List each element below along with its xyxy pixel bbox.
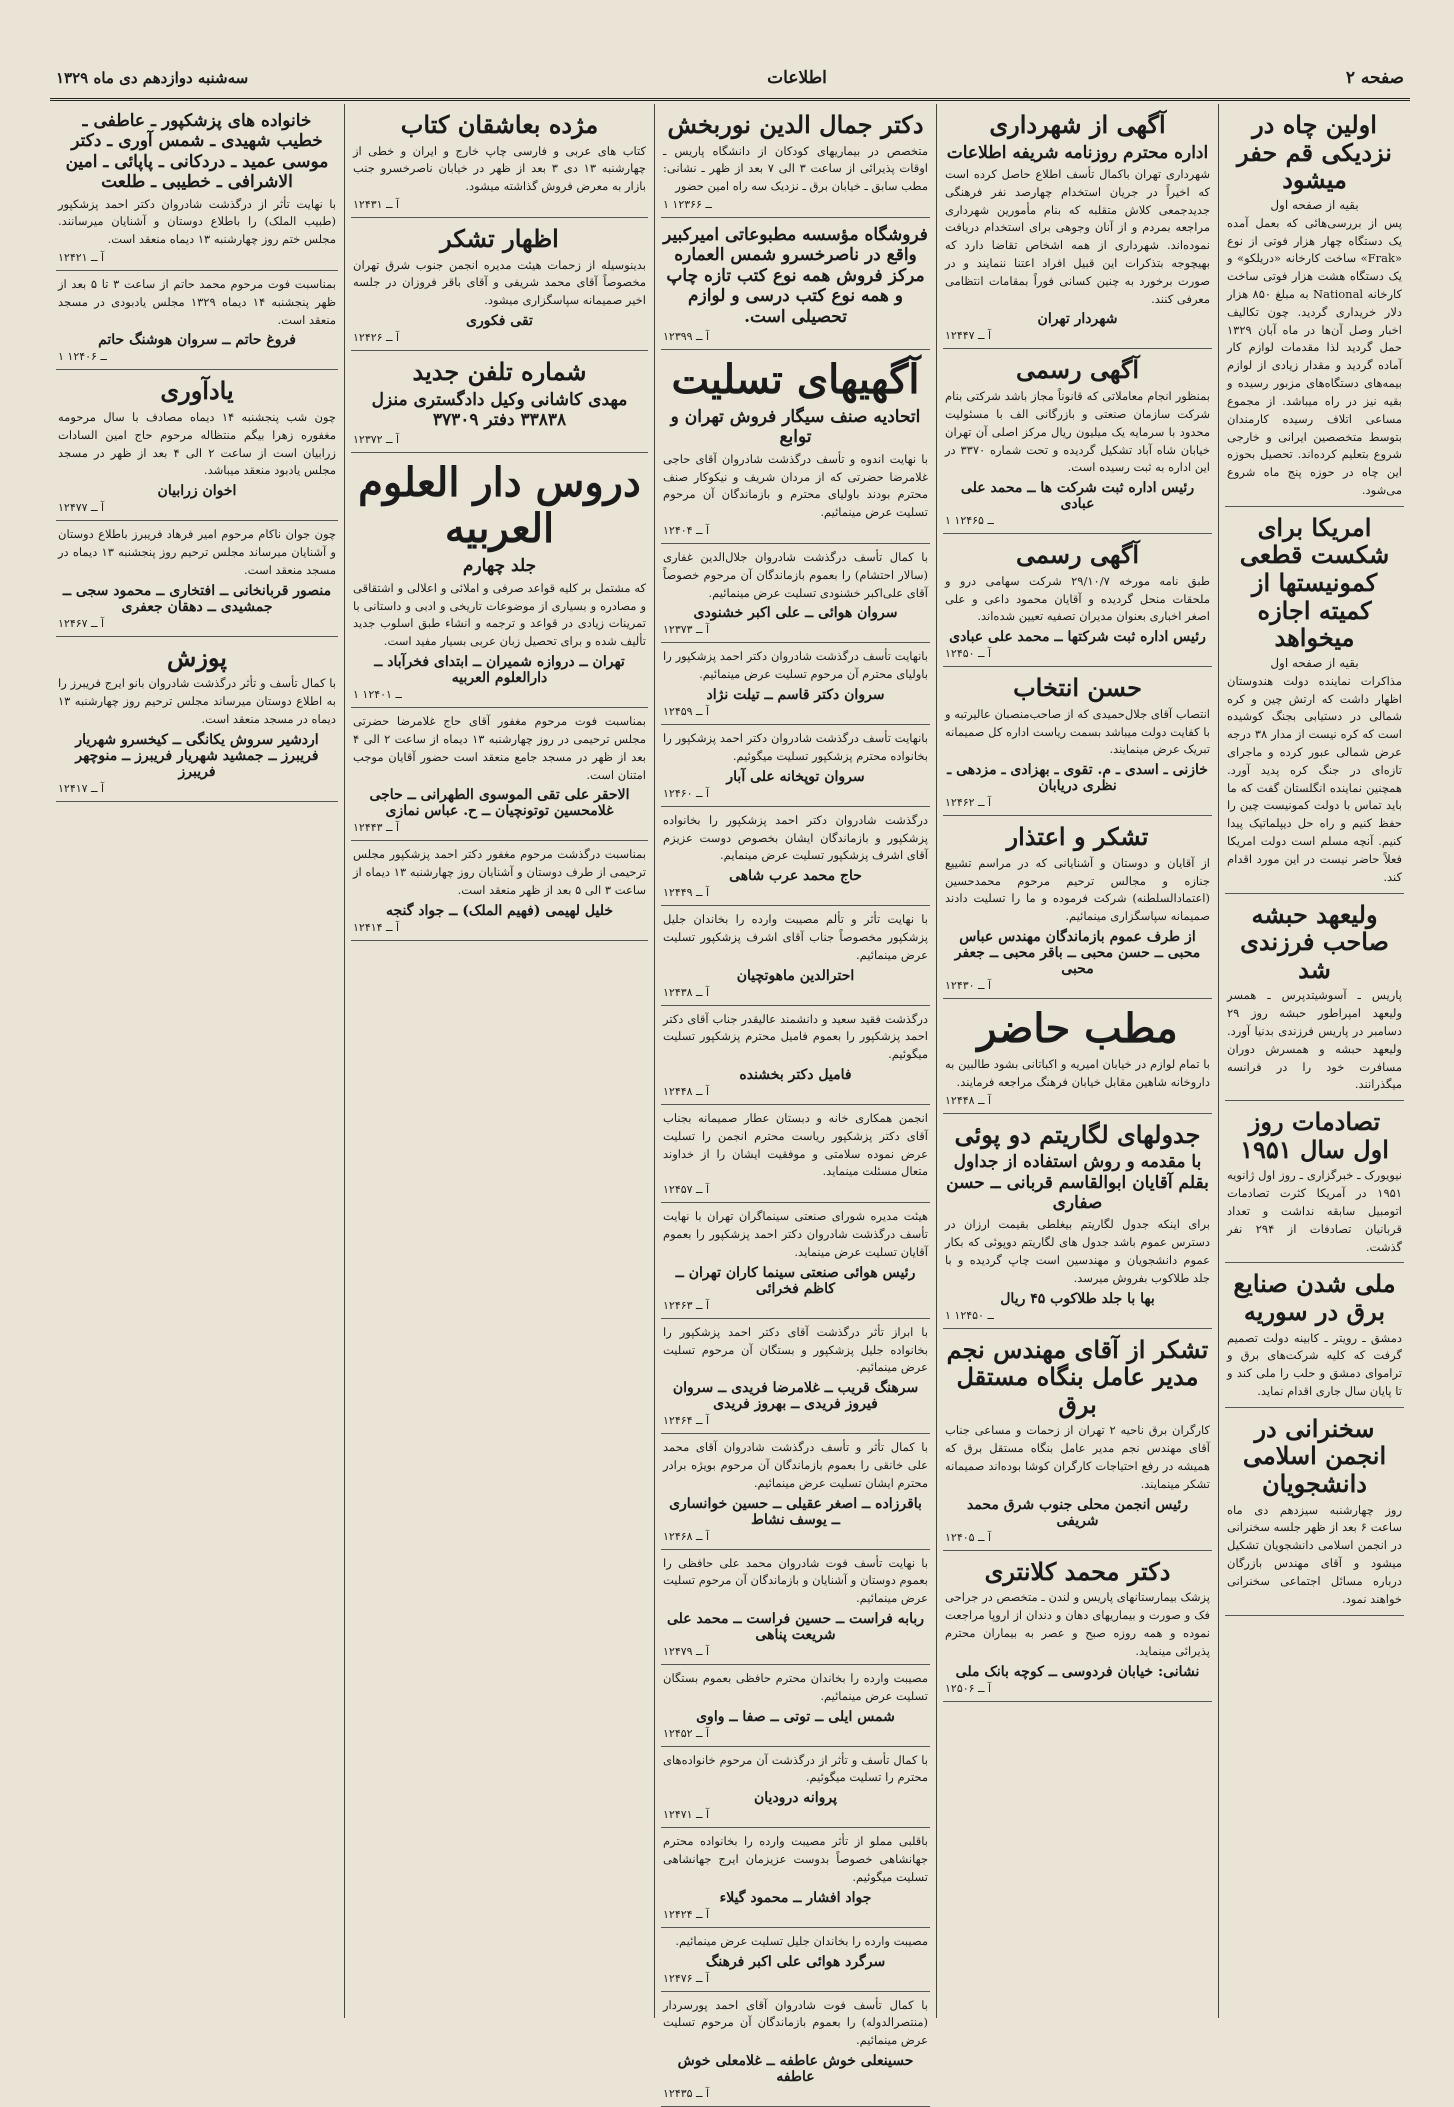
ad-code: آ ــ ۱۲۴۷۷ [58,501,105,515]
ad-body: با نهایت اندوه و تأسف درگذشت شادروان آقای حاجی غلامرضا حضرتی که از مردان شریف و نیکوکار صنف محترم بودند باولیای محترم و بازماندگان آن مرحوم تسلیت عرض مینمائیم. [663,451,928,520]
ad-signature: شمس ایلی ــ توتی ــ صفا ــ واوی [696,1708,895,1725]
advertisement [661,1434,930,1549]
ad-signature: تهران ــ دروازه شمیران ــ ابتدای فخرآباد ــ دارالعلوم العربیه [374,654,625,687]
ad-signature: اردشیر سروش یکانگی ــ کیخسرو شهریار فریبرز ــ جمشید شهریار فریبرز ــ منوچهر فریبرز [75,731,319,780]
ad-signature: بها با جلد طلاکوب ۴۵ ریال [1000,1290,1155,1307]
ad-body: کارگران برق ناحیه ۲ تهران از زحمات و مساعی جناب آقای مهندس نجم مدیر عامل بنگاه مستقل برق که همیشه در رفع احتیاجات کارگران کوشا بوده‌اند صمیمانه تشکر مینمایند. [945,1423,1210,1491]
ad-code: آ ــ ۱۲۴۶۴ [663,1414,710,1428]
ad-code: آ ــ ۱۲۴۴۹ [663,886,710,900]
advertisement [56,271,338,370]
ad-signature: باقرزاده ــ اصغر عقیلی ــ حسین خوانساری ــ یوسف نشاط [669,1495,922,1528]
ad-code: آ ــ ۱۲۴۵۷ [663,1183,710,1197]
ad-code: آ ــ ۱۲۴۳۰ [945,979,992,993]
ad-code: آ ــ ۱۲۴۱۷ [58,781,105,795]
ad-title: ولیعهد حبشه صاحب فرزندی شد [1240,899,1389,984]
advertisement [56,370,338,521]
ad-body: با ابراز تأثر درگذشت آقای دکتر احمد پزشکپور را بخانواده جلیل پزشکپور و بستگان آن مرحوم تسلیت عرض مینمائیم. [663,1324,928,1375]
ad-signature: اخوان زرابیان [157,483,237,500]
ad-code: آ ــ ۱۲۴۶۸ [663,1529,710,1543]
ad-code: آ ــ ۱۲۴۳۵ [663,2086,710,2100]
ad-title: آگهیهای تسلیت [671,355,920,403]
advertisement [943,667,1212,816]
ad-code: آ ــ ۱۲۴۵۹ [663,705,710,719]
ad-heading: با مقدمه و روش استفاده از جداول بقلم آقایان ابوالقاسم قربانی ــ حسن صفاری [946,1152,1209,1214]
ad-code: آ ــ ۱۲۴۴۸ [945,1093,992,1107]
advertisement [661,906,930,1005]
ad-body: هیئت مدیره شورای صنعتی سینماگران تهران با نهایت تأسف درگذشت شادروان دکتر احمد پزشکپور را بعموم آقایان تسلیت عرض مینماید. [663,1209,928,1259]
ad-signature: رئیس هوائی صنعتی سینما کاران تهران ــ کاظم فخرائی [675,1264,916,1297]
ad-body: بمنظور انجام معاملاتی که قانوناً مجاز باشد شرکتی بنام شرکت سازمان صنعتی و بازرگانی الف با مسئولیت محدود با سرمایه یک میلیون ریال مرکز اصلی آن تهران خیابان شاه آباد تشکیل گردیده و تحت شماره ۳۳۷۰ در این اداره به ثبت رسیده است. [945,389,1210,475]
ad-title: ملی شدن صنایع برق در سوریه [1233,1269,1396,1326]
ad-title: آگهی از شهرداری [989,110,1166,139]
advertisement [661,807,930,906]
ad-code: ۱ ــ ۱۲۳۶۶ [663,198,712,212]
issue-date: سه‌شنبه دوازدهم دی ماه ۱۳۲۹ [56,69,249,87]
advertisement [1225,1408,1404,1616]
ad-subtitle: بقیه از صفحه اول [1270,197,1359,212]
ad-signature: حاج محمد عرب شاهی [729,868,862,885]
advertisement [661,643,930,725]
ad-signature: الاحقر علی تقی الموسوی الطهرانی ــ حاجی غلامحسین توتونچیان ــ ح. عباس نمازی [369,787,630,820]
ad-title: شماره تلفن جدید [412,357,587,387]
advertisement [943,816,1212,999]
advertisement [661,1992,930,2107]
advertisement [661,1105,930,1203]
ad-title: یادآوری [160,376,234,406]
ad-signature: احترالدین ماهوتچیان [736,967,855,984]
advertisement [351,218,648,351]
advertisement [661,104,930,218]
ad-body: بانهایت تأسف درگذشت شادروان دکتر احمد پزشکپور را بخانواده محترم پزشکپور تسلیت میگوئیم. [663,731,928,763]
ad-body: پس از بررسی‌هائی که بعمل آمده یک دستگاه چهار هزار فوتی از نوع «Frak» ساخت کارخانه «دریلکو» و یک دستگاه هشت هزار فوتی ساخت کارخانه National به مبلغ ۸۵۰ هزار دلار خریداری گردید. چون تکالیف اخبار وصل آن‌ها در ماه آبان ۱۳۲۹ حمل گردید لذا مقدمات لوازم کار آماده گردید و مقدار زیادی از لوازم بیمه‌های دستگاه‌های مزبور رسیده و بقیه نیز در راه میباشد. از مجموع مساعی اتلاف رسیده کارمندان بتوسط متخصصین ایرانی و خارجی شروع بتعلیم کرده‌اند. تحصیل بحوزه این چاه در حوزه پنج ماه شروع می‌شود. [1227,215,1402,497]
advertisement [943,534,1212,667]
ad-code: ۱ ــ ۱۲۴۰۶ [58,350,107,364]
advertisement [661,218,930,350]
ad-signature: سروان هوائی ــ علی اکبر خشنودی [693,605,898,622]
ad-signature: نشانی: خیابان فردوسی ــ کوچه بانک ملی [955,1663,1200,1680]
ad-signature: سروان توپخانه علی آبار [726,768,865,785]
ad-title: اظهار تشکر [440,224,559,254]
paper-name: اطلاعات [767,68,827,88]
ad-signature: تقی فکوری [466,313,533,330]
ad-heading: مهدی کاشانی وکیل دادگستری منزل ۳۳۸۳۸ دفتر ۳۷۳۰۹ [371,389,628,431]
newspaper-page [50,58,1410,2100]
ad-title: امریکا برای شکست قطعی کمونیستها از کمیته اجازه میخواهد [1239,512,1390,653]
advertisement [56,637,338,802]
ad-code: آ ــ ۱۲۳۹۹ [663,329,710,343]
ad-code: ۱ ــ ۱۲۴۰۱ [353,688,402,702]
ad-body: درگذشت شادروان دکتر احمد پزشکپور را بخانواده پزشکپور و بازماندگان ایشان بخصوص دوست عزیزم آقای اشرف پزشکپور تسلیت عرض مینمایم. [663,812,928,863]
advertisement [661,1319,930,1434]
ad-body: بدینوسیله از زحمات هیئت مدیره انجمن جنوب شرق تهران مخصوصاً آقای محمد شریفی و آقای باقر فروزان در جلسه اخیر صمیمانه سپاسگزاری میشود. [353,257,646,308]
ad-code: آ ــ ۱۲۴۲۶ [353,331,400,345]
ad-code: آ ــ ۱۲۴۴۳ [353,821,400,835]
advertisement [351,453,648,708]
ad-body: بمناسبت فوت مرحوم محمد حاتم از ساعت ۳ تا ۵ بعد از ظهر پنجشنبه ۱۴ دیماه ۱۳۲۹ مجلس یادبودی در مسجد منعقد است. [58,277,336,327]
ad-code: آ ــ ۱۲۳۷۳ [663,623,710,637]
ad-signature: پروانه درودیان [754,1790,837,1807]
ad-code: ۱ ــ ۱۲۴۵۰ [945,1308,994,1322]
ad-title: اولین چاه در نزدیکی قم حفر میشود [1237,110,1392,195]
ad-body: پزشک بیمارستانهای پاریس و لندن ـ متخصص در جراحی فک و صورت و بیماریهای دهان و دندان از اروپا مراجعت نموده و همه روزه صبح و عصر به بیماران محترم پذیرائی مینماید. [945,1590,1210,1658]
ad-code: آ ــ ۱۲۴۷۶ [663,1971,710,1985]
ad-title: تشکر از آقای مهندس نجم مدیر عامل بنگاه مستقل برق [946,1334,1209,1419]
ad-code: آ ــ ۱۲۴۲۱ [58,251,105,264]
ad-signature: سرگرد هوائی علی اکبر فرهنگ [705,1953,886,1970]
ad-signature: منصور قربانخانی ــ افتخاری ــ محمود سجی ــ جمشیدی ــ دهقان جعفری [62,582,332,615]
advertisement [661,1550,930,1665]
advertisement [56,104,338,271]
column-3 [654,104,936,2100]
ad-title: سخنرانی در انجمن اسلامی دانشجویان [1242,1413,1387,1499]
advertisement [943,104,1212,349]
advertisement [661,1006,930,1105]
ad-signature: فامیل دکتر بخشنده [739,1067,852,1084]
ad-signature: رئیس انجمن محلی جنوب شرق محمد شریفی [966,1496,1189,1529]
ad-title: دکتر جمال الدین نوربخش [667,110,924,139]
ad-body: با نهایت تأثر و تألم مصیبت وارده را بخاندان جلیل پزشکپور مخصوصاً جناب آقای اشرف پزشکپور تسلیت عرض مینمائیم. [663,912,928,962]
ad-subtitle: بقیه از صفحه اول [1270,655,1359,670]
ad-signature: فروغ حاتم ــ سروان هوشنگ حاتم [98,332,296,349]
ad-body: نیویورک ـ خبرگزاری ـ روز اول ژانویه ۱۹۵۱ در آمریکا کثرت تصادمات اتومبیل سابقه نداشت و تعداد قربانیان تصادفات از ۲۹۴ نفر گذشت. [1227,1168,1402,1254]
column-4 [344,104,654,2018]
advertisement [943,1114,1212,1329]
ad-code: آ ــ ۱۲۴۶۲ [945,796,992,810]
advertisement [661,350,930,544]
ad-body: دمشق ـ رویتر ـ کابینه دولت تصمیم گرفت که کلیه شرکت‌های برق و تراموای دمشق و حلب را ملی کند و تا پایان سال جاری اقدام نماید. [1227,1330,1402,1399]
ad-heading: اتحادیه صنف سیگار فروش تهران و توابع [670,406,921,448]
page-number: صفحه ۲ [1345,68,1404,88]
ad-heading: اداره محترم روزنامه شریفه اطلاعات [946,142,1209,163]
ad-signature: شهردار تهران [1037,311,1118,328]
advertisement [1225,104,1404,507]
advertisement [56,521,338,636]
ad-code: آ ــ ۱۲۴۶۰ [663,786,710,800]
ad-body: با کمال تأسف درگذشت شادروان جلال‌الدین غفاری (سالار احتشام) را بعموم بازماندگان آن مرحوم خصوصاً آقای علی‌اکبر خشنودی تسلیت عرض مینمائیم. [663,550,928,600]
advertisement [661,1665,930,1747]
ad-code: آ ــ ۱۲۴۳۱ [353,198,400,212]
ad-body: پاریس ـ آسوشیتدپرس ـ همسر ولیعهد امپراطور حبشه روز ۲۹ دسامبر در پاریس فرزندی بدنیا آورد. ولیعهد حبشه و همسرش دوران مسافرت خود را در فرانسه میگذرانند. [1227,988,1402,1092]
ad-heading: خانواده های پزشکپور ـ عاطفی ـ خطیب شهیدی ـ شمس آوری ـ دکتر موسی عمید ـ دردکانی ـ پاپائی ـ امین الاشرافی ـ خطیبی ـ طلعت [65,111,329,193]
ad-signature: رئیس اداره ثبت شرکت ها ــ محمد علی عبادی [960,480,1195,513]
advertisement [661,1928,930,1992]
advertisement [1225,1101,1404,1263]
ad-signature: از طرف عموم بازماندگان مهندس عباس محبی ــ حسن محبی ــ باقر محبی ــ جعفر محبی [954,929,1201,978]
ad-body: متخصص در بیماریهای کودکان از دانشگاه پاریس ـ اوقات پذیرائی از ساعت ۳ الی ۷ بعد از ظهر ـ نشانی: مطب سابق ـ خیابان برق ـ نزدیک سه راه امین حضور [663,143,928,194]
column-1 [1218,104,1410,2018]
ad-body: روز چهارشنبه سیزدهم دی ماه ساعت ۶ بعد از ظهر جلسه سخنرانی در انجمن اسلامی دانشجویان تشکیل میشود و آقای مهندس بازرگان درباره مسائل اجتماعی سخنرانی خواهند نمود. [1227,1502,1402,1606]
ad-signature: سرهنگ قریب ــ غلامرضا فریدی ــ سروان فیروز فریدی ــ بهروز فریدی [672,1380,919,1413]
ad-code: آ ــ ۱۲۴۴۷ [945,329,992,343]
advertisement [661,725,930,807]
ad-body: بانهایت تأسف درگذشت شادروان دکتر احمد پزشکپور را باولیای محترم آن مرحوم تسلیت عرض مینمائیم. [663,649,928,682]
ad-title: تشکر و اعتذار [1006,822,1149,852]
advertisement [351,708,648,841]
ad-title: دروس دار العلوم العربیه [358,459,641,553]
ad-signature: ربابه فراست ــ حسین فراست ــ محمد علی شریعت پناهی [666,1611,925,1644]
ad-body: باقلبی مملو از تأثر مصیبت وارده را بخانواده محترم جهانشاهی خصوصاً بدوست عزیزمان ایرج جهانشاهی تسلیت میگوئیم. [663,1834,928,1884]
ad-code: ۱ ــ ۱۲۴۶۵ [945,514,994,528]
advertisement [351,104,648,218]
ad-signature: خلیل لهیمی (فهیم الملک) ــ جواد گنجه [385,902,614,919]
ad-body: چون شب پنجشنبه ۱۴ دیماه مصادف با سال مرحومه مغفوره زهرا بیگم منتظاله مرحوم حاج امین السادات زرابیان است از ساعت ۲ الی ۴ بعد از ظهر در مسجد مجلس یادبود منعقد میباشد. [58,410,336,478]
ad-body: با کمال تأسف و تأثر درگذشت شادروان بانو ایرج فریبرز را به اطلاع دوستان میرساند مجلس ترحیم روز چهارشنبه ۱۳ دیماه در مسجد منعقد است. [58,676,336,726]
advertisement [943,1329,1212,1551]
ad-body: با نهایت تأثر از درگذشت شادروان دکتر احمد پزشکپور (طبیب الملک) را باطلاع دوستان و آشنایان میرسانند. مجلس ختم روز چهارشنبه ۱۳ دیماه منعقد است. [58,196,336,247]
ad-body: چون جوان ناکام مرحوم امیر فرهاد فریبرز باطلاع دوستان و آشنایان میرساند مجلس ترحیم روز پنجشنبه ۱۳ دیماه در مسجد منعقد است. [58,527,336,577]
ad-body: برای اینکه جدول لگاریتم بیغلطی بقیمت ارزان در دسترس عموم باشد جدول های لگاریتم دوپوئی که بکار عموم دانشجویان و مهندسین است چاپ گردیده و با جلد طلاکوب بفروش میرسد. [945,1217,1210,1285]
ad-code: آ ــ ۱۲۴۶۳ [663,1298,710,1312]
ad-body: مصیبت وارده را بخاندان محترم حافظی بعموم بستگان تسلیت عرض مینمائیم. [663,1671,928,1703]
ad-code: آ ــ ۱۲۴۰۵ [945,1530,992,1544]
advertisement [351,351,648,453]
ad-title: جدولهای لگاریتم دو پوئی [954,1119,1201,1149]
ad-code: آ ــ ۱۲۴۷۱ [663,1808,710,1822]
ad-title: آگهی رسمی [1015,540,1140,570]
advertisement [661,544,930,643]
ad-code: آ ــ ۱۲۴۱۴ [353,920,400,934]
ad-code: آ ــ ۱۲۵۰۶ [945,1681,992,1695]
ad-code: آ ــ ۱۲۴۴۸ [663,1085,710,1099]
ad-body: بمناسبت درگذشت مرحوم مغفور دکتر احمد پزشکپور مجلس ترحیمی از طرف دوستان و آشنایان روز چهارشنبه ۱۳ دیماه از ساعت ۳ الی ۵ بعد از ظهر منعقد است. [353,847,646,897]
ad-code: آ ــ ۱۲۴۷۹ [663,1645,710,1659]
advertisement [351,841,648,940]
ad-body: با تمام لوازم در خیابان امیریه و اکباتانی بشود طالبین به داروخانه شاهین مقابل خیابان فرهنگ مراجعه فرمایند. [945,1057,1210,1089]
ad-title: مطب حاضر [977,1005,1178,1053]
ad-body: با کمال تأسف فوت شادروان آقای احمد پورسردار (منتصرالدوله) را بعموم بازماندگان آن مرحوم تسلیت عرض مینمائیم. [663,1997,928,2048]
masthead [50,58,1410,101]
ad-signature: حسینعلی خوش عاطفه ــ غلامعلی خوش عاطفه [677,2052,914,2085]
ad-body: مذاکرات نماینده دولت هندوستان اظهار داشت که ارتش چین و کره شمالی در دستیابی بجنگ کوشیده است که کره نیست از مدار ۳۸ درجه عرض شمالی عبور کرده و ماجرای تازه‌ای در جنگ کره پدید آورد. همچنین نماینده انگلستان گفت که ما باید تماس با دولت کمونیست چین را حفظ کنیم و راه حل دیپلماتیک پیدا کنیم. آنچه مسلم است دولت امریکا فعلاً حاضر نیست در این مورد اقدام کند. [1227,673,1402,884]
ad-body: کتاب های عربی و فارسی چاپ خارج و ایران و خطی از چهارشنبه ۱۳ دی ۳ بعد از ظهر در خیابان ناصرخسرو جنب بازار به معرض فروش گذاشته میشود. [353,143,647,194]
ad-title: مژده بعاشقان کتاب [400,110,599,139]
advertisement [1225,894,1404,1102]
ad-code: آ ــ ۱۲۴۲۴ [663,1907,710,1921]
ad-body: طبق نامه مورخه ۲۹/۱۰/۷ شرکت سهامی درو و ملحقات منحل گردیده و آقایان محمود داعی و علی اصغر اخباری بعنوان مدیران تصفیه تعیین شده‌اند. [945,573,1210,624]
ad-body: بمناسبت فوت مرحوم مغفور آقای حاج غلامرضا حضرتی مجلس ترحیمی در روز چهارشنبه ۱۳ دیماه از ساعت ۲ الی ۴ بعد از ظهر در مسجد جامع منعقد است حضور آقایان موجب امتنان است. [353,714,646,782]
column-2 [936,104,1218,2018]
ad-signature: رئیس اداره ثبت شرکتها ــ محمد علی عبادی [949,629,1206,646]
ad-code: آ ــ ۱۲۴۵۰ [945,647,992,661]
ad-title: آگهی رسمی [1015,355,1140,385]
ad-heading: جلد چهارم [462,556,537,577]
advertisement [1225,507,1404,894]
ad-heading: فروشگاه مؤسسه مطبوعاتی امیرکبیر واقع در ناصرخسرو شمس العماره مرکز فروش همه نوع کتب تازه چاپ و همه نوع کتب درسی و لوازم تحصیلی است. [663,225,928,327]
advertisement [661,1203,930,1318]
advertisement [661,1747,930,1829]
ad-body: با کمال تأسف و تأثر از درگذشت آن مرحوم خانواده‌های محترم را تسلیت میگوئیم. [663,1752,928,1785]
ad-title: حسن انتخاب [1013,673,1142,703]
ad-code: آ ــ ۱۲۴۶۷ [58,616,105,630]
column-5 [50,104,344,2018]
ad-signature: خازنی ـ اسدی ـ م. تقوی ـ بهزادی ـ مزدهی ـ نظری دریابان [947,762,1208,795]
advertisement [943,349,1212,534]
ad-signature: سروان دکتر قاسم ــ تیلت نژاد [706,687,885,704]
ad-signature: جواد افشار ــ محمود گیلاء [719,1889,872,1906]
ad-body: انتصاب آقای جلال‌حمیدی که از صاحب‌منصبان عالیرتبه و با کفایت دولت میباشد بسمت ریاست اداره کل صمیمانه تبریک عرض مینمایند. [945,706,1210,757]
ad-title: دکتر محمد کلانتری [984,1556,1171,1586]
ad-body: از آقایان و دوستان و آشنایانی که در مراسم تشییع جنازه و مجالس ترحیم مرحوم محمدحسین (اعتمادالسلطنه) شرکت فرموده و ما را تسلیت دادند صمیمانه سپاسگزاری مینمائیم. [945,855,1210,924]
ad-body: که مشتمل بر کلیه قواعد صرفی و املائی و اعلالی و اشتقاقی و مصادره و بسیاری از موضوعات تاریخی و ادبی و داستانی با تمرینات زیادی در قواعد و ترجمه و انشاء طبق اسلوب جدید تألیف شده و برای تحصیل زبان عربی بسیار مفید است. [353,580,646,649]
ad-body: انجمن همکاری خانه و دبستان عطار صمیمانه بجناب آقای دکتر پزشکپور ریاست محترم انجمن را تسلیت عرض نموده سلامتی و موفقیت ایشان را از خداوند متعال مسئلت مینماید. [663,1111,928,1179]
advertisement [943,1551,1212,1702]
advertisement [1225,1263,1404,1407]
ad-body: شهرداری تهران باکمال تأسف اطلاع حاصل کرده است که اخیراً در جریان استخدام چهارصد نفر فرهنگی جدیدجمعی کلاش متقلبه که بنام مأمورین شهرداری مراجعه بمردم و از آنان وجوهی برای استخدام دریافت نموده‌اند. شهرداری از همه اشخاص تقاضا دارد که بهیچوجه بتذکرات این قبیل افراد اعتنا ننمایند و در صورت برخورد به چنین کسانی فوراً بمقامات انتظامی معرفی کنند. [945,166,1210,306]
ad-body: با کمال تأثر و تأسف درگذشت شادروان آقای محمد علی خانقی را بعموم بازماندگان آن مرحوم بویژه برادر محترم ایشان تسلیت عرض مینمائیم. [663,1440,928,1490]
advertisement [661,1828,930,1927]
ad-body: درگذشت فقید سعید و دانشمند عالیقدر جناب آقای دکتر احمد پزشکپور را بعموم فامیل محترم پزشکپور تسلیت میگوئیم. [663,1011,928,1062]
ad-code: آ ــ ۱۲۴۳۸ [663,985,710,999]
ad-title: پوزش [167,642,227,672]
ad-code: آ ــ ۱۲۴۵۲ [663,1726,710,1740]
ad-title: تصادمات روز اول سال ۱۹۵۱ [1240,1107,1389,1164]
ad-body: مصیبت وارده را بخاندان جلیل تسلیت عرض مینمائیم. [675,1933,928,1948]
ad-code: آ ــ ۱۲۴۰۴ [663,524,710,538]
ad-code: آ ــ ۱۲۳۷۲ [353,433,400,447]
ad-body: با نهایت تأسف فوت شادروان محمد علی حافظی را بعموم دوستان و آشنایان و بازماندگان آن مرحوم تسلیت عرض مینمائیم. [663,1555,928,1606]
advertisement [943,999,1212,1114]
